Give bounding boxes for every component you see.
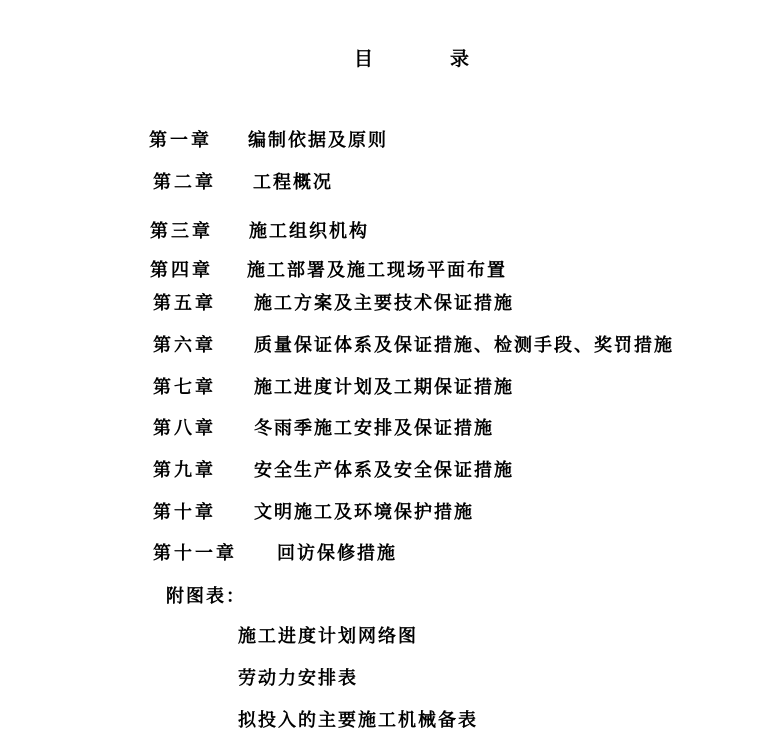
chapter-title: 文明施工及环境保护措施 [254, 502, 474, 523]
chapter-title: 施工部署及施工现场平面布置 [247, 260, 507, 281]
chapter-number: 第五章 [153, 293, 216, 314]
toc-title-char-2: 录 [450, 48, 470, 70]
chapter-title: 冬雨季施工安排及保证措施 [254, 418, 494, 439]
chapter-number: 第二章 [153, 172, 216, 193]
chapter-number: 第七章 [153, 377, 216, 398]
chapter-number: 第六章 [153, 335, 216, 356]
chapter-title: 施工组织机构 [249, 221, 369, 242]
chapter-title: 编制依据及原则 [248, 130, 388, 151]
chapter-number: 第十章 [153, 502, 216, 523]
chapter-title: 施工方案及主要技术保证措施 [254, 293, 514, 314]
chapter-title: 工程概况 [253, 172, 333, 193]
appendix-label: 附图表： [166, 586, 246, 607]
chapter-title: 施工进度计划及工期保证措施 [254, 377, 514, 398]
chapter-number: 第八章 [153, 418, 216, 439]
chapter-number: 第四章 [150, 260, 213, 281]
toc-title-char-1: 目 [354, 48, 374, 70]
appendix-item: 拟投入的主要施工机械备表 [238, 710, 478, 731]
chapter-title: 安全生产体系及安全保证措施 [254, 460, 514, 481]
chapter-title: 质量保证体系及保证措施、检测手段、奖罚措施 [254, 335, 674, 356]
appendix-item: 施工进度计划网络图 [238, 626, 418, 647]
chapter-number: 第十一章 [153, 543, 237, 564]
chapter-number: 第三章 [150, 221, 213, 242]
chapter-number: 第九章 [153, 460, 216, 481]
chapter-title: 回访保修措施 [277, 543, 397, 564]
appendix-item: 劳动力安排表 [238, 668, 358, 689]
chapter-number: 第一章 [149, 130, 212, 151]
